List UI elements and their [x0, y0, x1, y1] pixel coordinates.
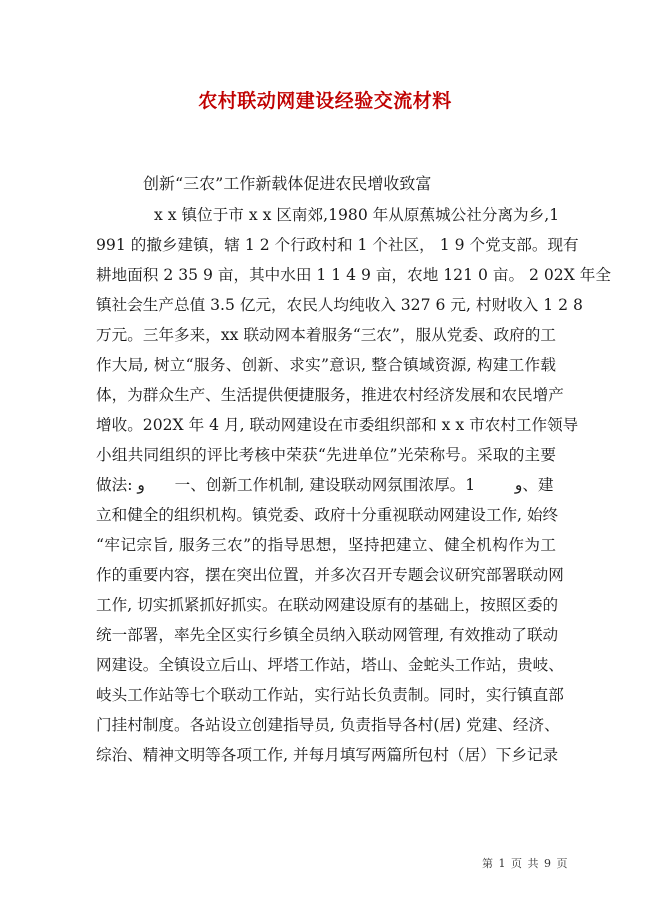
- page-number-footer: 第 1 页 共 9 页: [482, 857, 569, 870]
- body-line: 体，为群众生产、生活提供便捷服务，推进农村经济发展和农民增产: [96, 386, 564, 404]
- document-body: [96, 200, 611, 770]
- body-line: x x 镇位于市 x x 区南郊,1980 年从原蕉城公社分离为乡,1: [154, 206, 560, 224]
- body-line: 991 的撤乡建镇，辖 1 2 个行政村和 1 个社区， 1 9 个党支部。现有: [96, 236, 579, 254]
- body-line: 作大局, 树立“服务、创新、求实”意识, 整合镇域资源, 构建工作载: [96, 356, 556, 374]
- document-subtitle: 创新“三农”工作新载体促进农民增收致富: [143, 174, 432, 193]
- body-line: 统一部署，率先全区实行乡镇全员纳入联动网管理, 有效推动了联动: [96, 626, 559, 644]
- body-line: 门挂村制度。各站设立创建指导员, 负责指导各村(居) 党建、经济、: [96, 716, 560, 734]
- body-line: 耕地面积 2 35 9 亩，其中水田 1 1 4 9 亩，农地 121 0 亩。 2 02X 年全: [96, 266, 611, 284]
- body-line: 小组共同组织的评比考核中荣获“先进单位”光荣称号。采取的主要: [96, 446, 556, 464]
- body-line: 做法: ﻭ 一、创新工作机制, 建设联动网氛围浓厚。1 ﻭ、建: [96, 476, 554, 494]
- body-line: 万元。三年多来，xx 联动网本着服务“三农”，服从党委、政府的工: [96, 326, 556, 344]
- body-line: 工作, 切实抓紧抓好抓实。在联动网建设原有的基础上，按照区委的: [96, 596, 559, 614]
- body-line: 立和健全的组织机构。镇党委、政府十分重视联动网建设工作, 始终: [96, 506, 559, 524]
- body-line: 综治、精神文明等各项工作, 并每月填写两篇所包村（居）下乡记录: [96, 746, 559, 764]
- body-line: 镇社会生产总值 3.5 亿元，农民人均纯收入 327 6 元, 村财收入 1 2 8: [96, 296, 583, 314]
- document-title: 农村联动网建设经验交流材料: [198, 90, 452, 112]
- body-line: “牢记宗旨, 服务三农”的指导思想，坚持把建立、健全机构作为工: [96, 536, 556, 554]
- body-line: 岐头工作站等七个联动工作站，实行站长负责制。同时，实行镇直部: [96, 686, 564, 704]
- body-line: 增收。202X 年 4 月, 联动网建设在市委组织部和 x x 市农村工作领导: [96, 416, 579, 434]
- body-line: 网建设。全镇设立后山、坪塔工作站，塔山、金蛇头工作站，贵岐、: [96, 656, 564, 674]
- body-line: 作的重要内容，摆在突出位置，并多次召开专题会议研究部署联动网: [96, 566, 564, 584]
